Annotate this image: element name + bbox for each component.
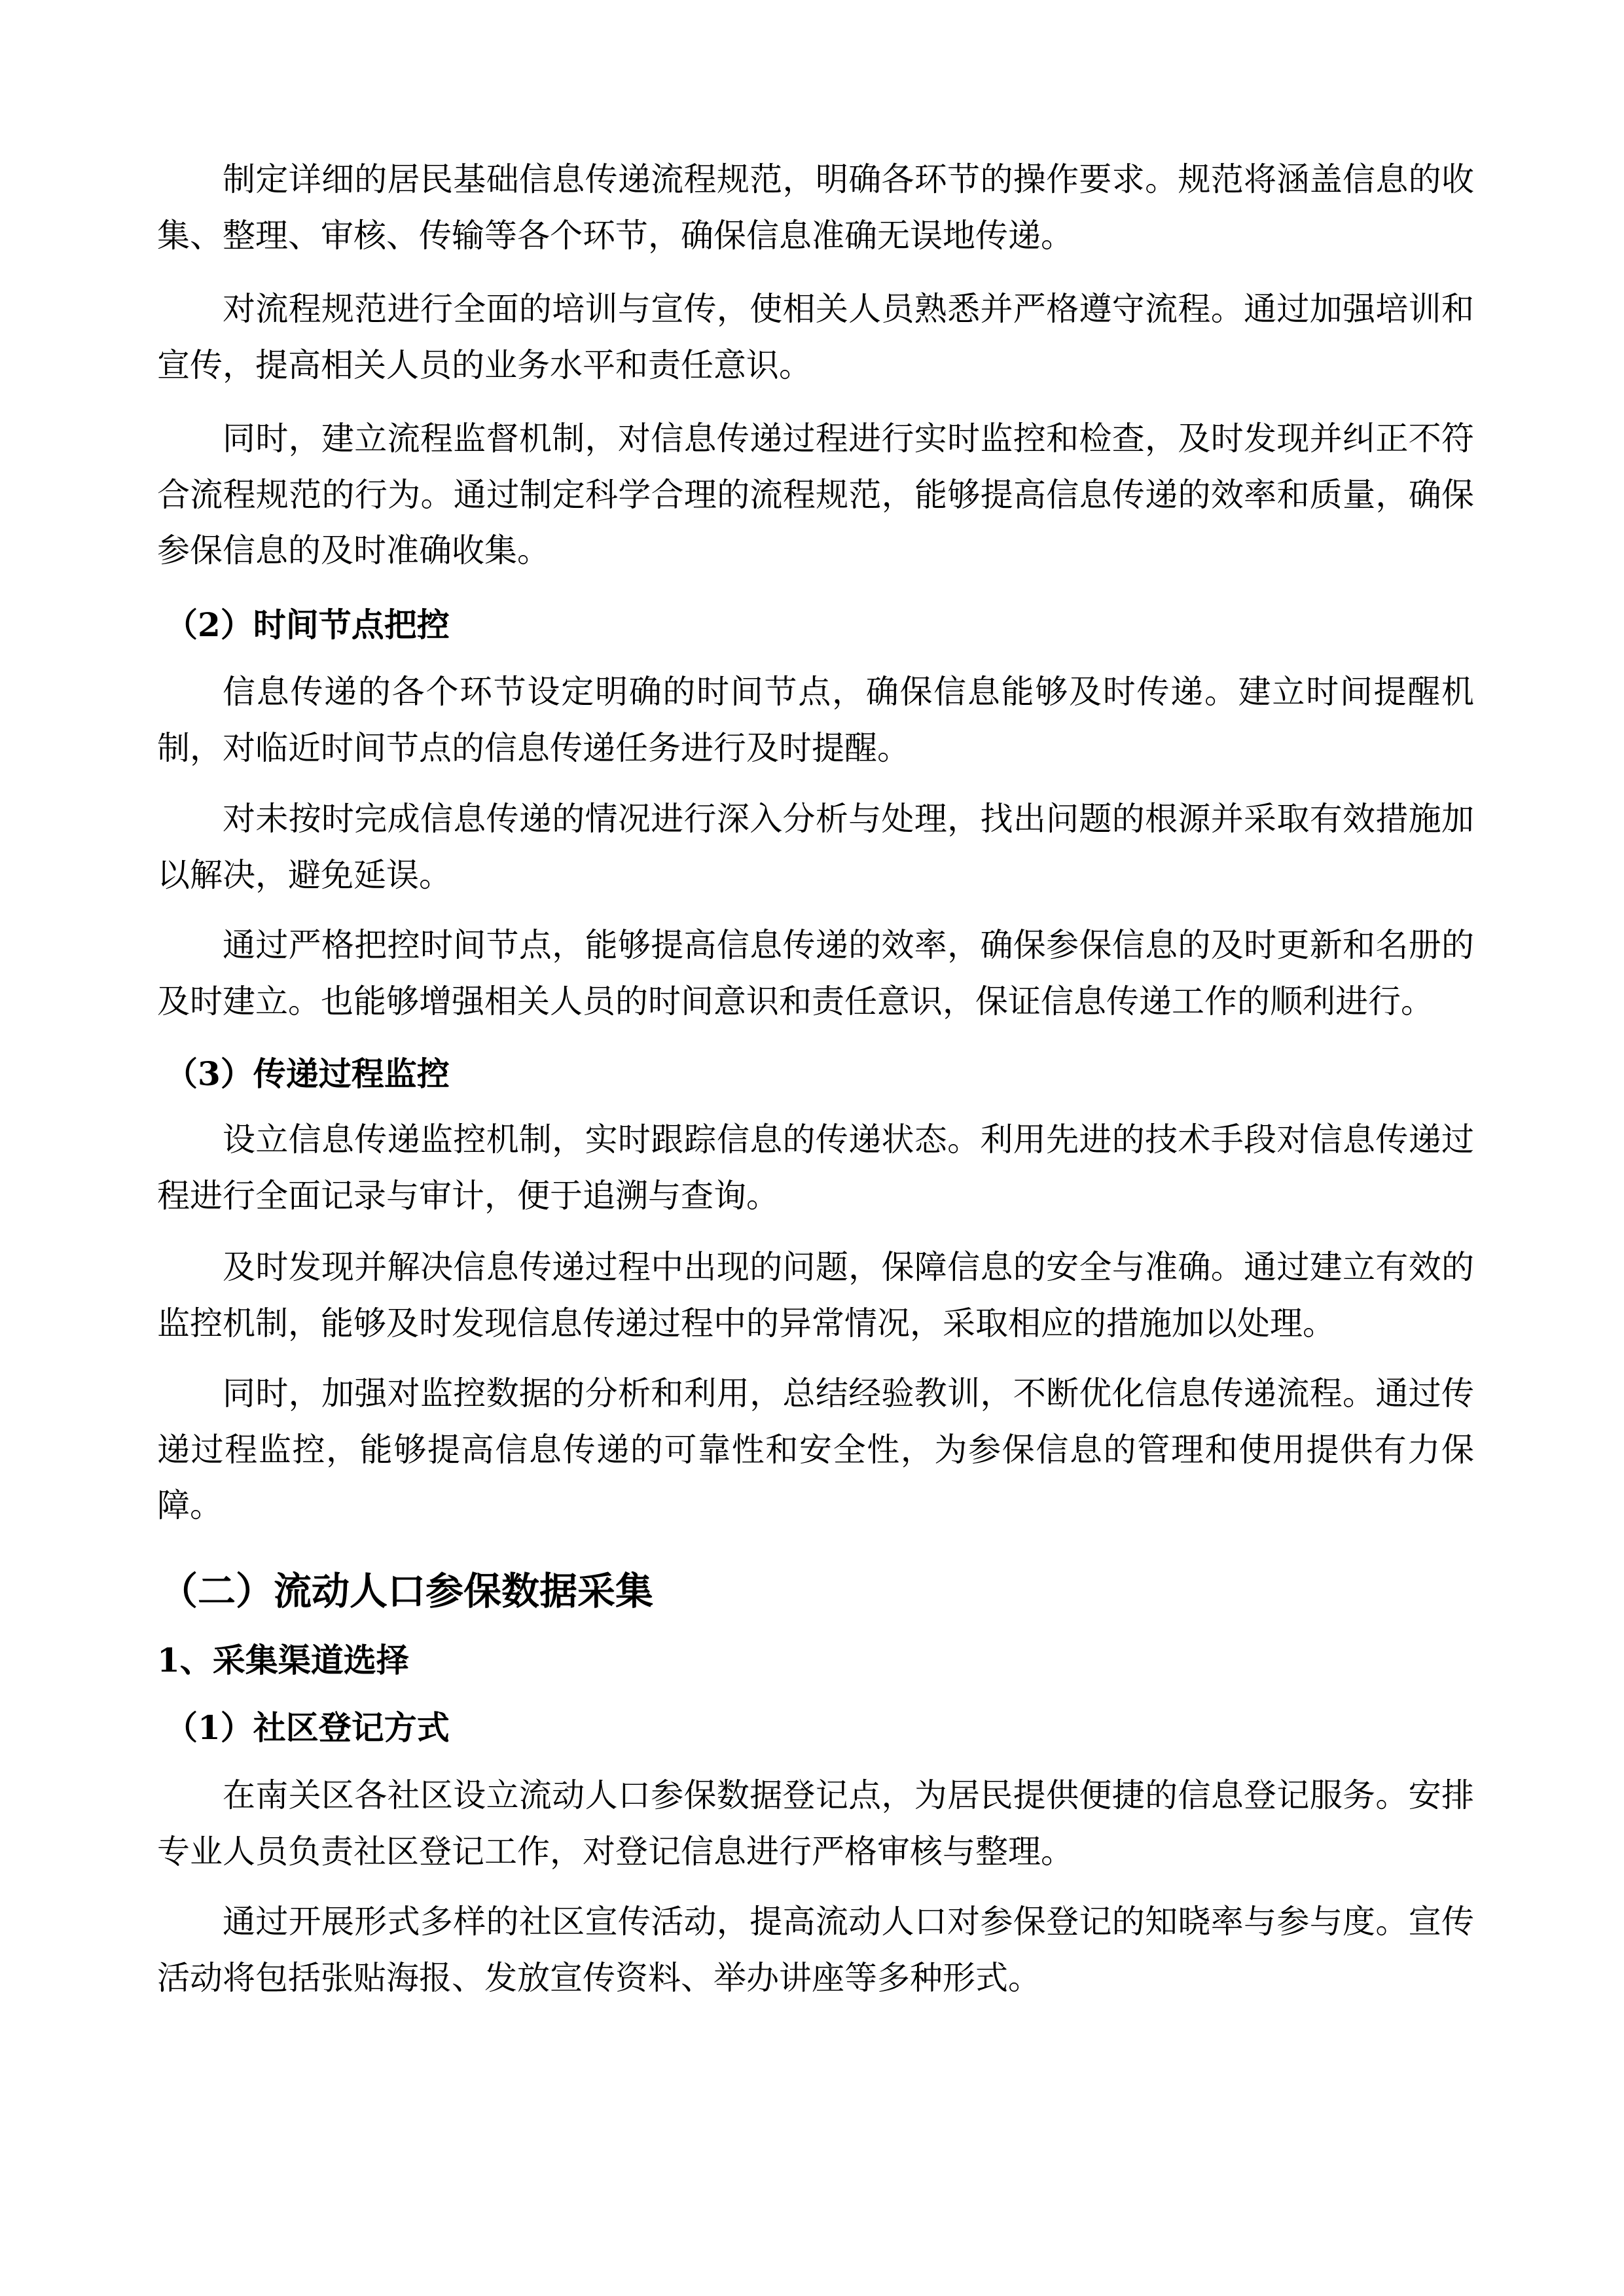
paragraph: 制定详细的居民基础信息传递流程规范，明确各环节的操作要求。规范将涵盖信息的收集、整理、审核、传输等各个环节，确保信息准确无误地传递。 (157, 160, 1474, 255)
paragraph: 同时，加强对监控数据的分析和利用，总结经验教训，不断优化信息传递流程。通过传递过程监控，能够提高信息传递的可靠性和安全性，为参保信息的管理和使用提供有力保障。 (157, 1374, 1474, 1524)
paragraph: 对流程规范进行全面的培训与宣传，使相关人员熟悉并严格遵守流程。通过加强培训和宣传，提高相关人员的业务水平和责任意识。 (157, 290, 1474, 384)
section-heading: （1）社区登记方式 (165, 1708, 450, 1747)
paragraph: 对未按时完成信息传递的情况进行深入分析与处理，找出问题的根源并采取有效措施加以解决，避免延误。 (157, 800, 1474, 894)
paragraph: 在南关区各社区设立流动人口参保数据登记点，为居民提供便捷的信息登记服务。安排专业人员负责社区登记工作，对登记信息进行严格审核与整理。 (157, 1776, 1474, 1871)
paragraph: 通过开展形式多样的社区宣传活动，提高流动人口对参保登记的知晓率与参与度。宣传活动将包括张贴海报、发放宣传资料、举办讲座等多种形式。 (157, 1903, 1474, 1997)
chapter-heading: （二）流动人口参保数据采集 (160, 1569, 654, 1613)
paragraph: 及时发现并解决信息传递过程中出现的问题，保障信息的安全与准确。通过建立有效的监控机制，能够及时发现信息传递过程中的异常情况，采取相应的措施加以处理。 (157, 1248, 1474, 1342)
section-heading: （3）传递过程监控 (165, 1054, 450, 1093)
paragraph: 通过严格把控时间节点，能够提高信息传递的效率，确保参保信息的及时更新和名册的及时建立。也能够增强相关人员的时间意识和责任意识，保证信息传递工作的顺利进行。 (157, 926, 1474, 1020)
paragraph: 信息传递的各个环节设定明确的时间节点，确保信息能够及时传递。建立时间提醒机制，对临近时间节点的信息传递任务进行及时提醒。 (157, 673, 1474, 767)
section-heading: （2）时间节点把控 (165, 605, 450, 644)
numbered-heading: 1、采集渠道选择 (157, 1641, 409, 1679)
paragraph: 设立信息传递监控机制，实时跟踪信息的传递状态。利用先进的技术手段对信息传递过程进行全面记录与审计，便于追溯与查询。 (157, 1121, 1474, 1215)
paragraph: 同时，建立流程监督机制，对信息传递过程进行实时监控和检查，及时发现并纠正不符合流程规范的行为。通过制定科学合理的流程规范，能够提高信息传递的效率和质量，确保参保信息的及时准确收集。 (157, 420, 1474, 569)
